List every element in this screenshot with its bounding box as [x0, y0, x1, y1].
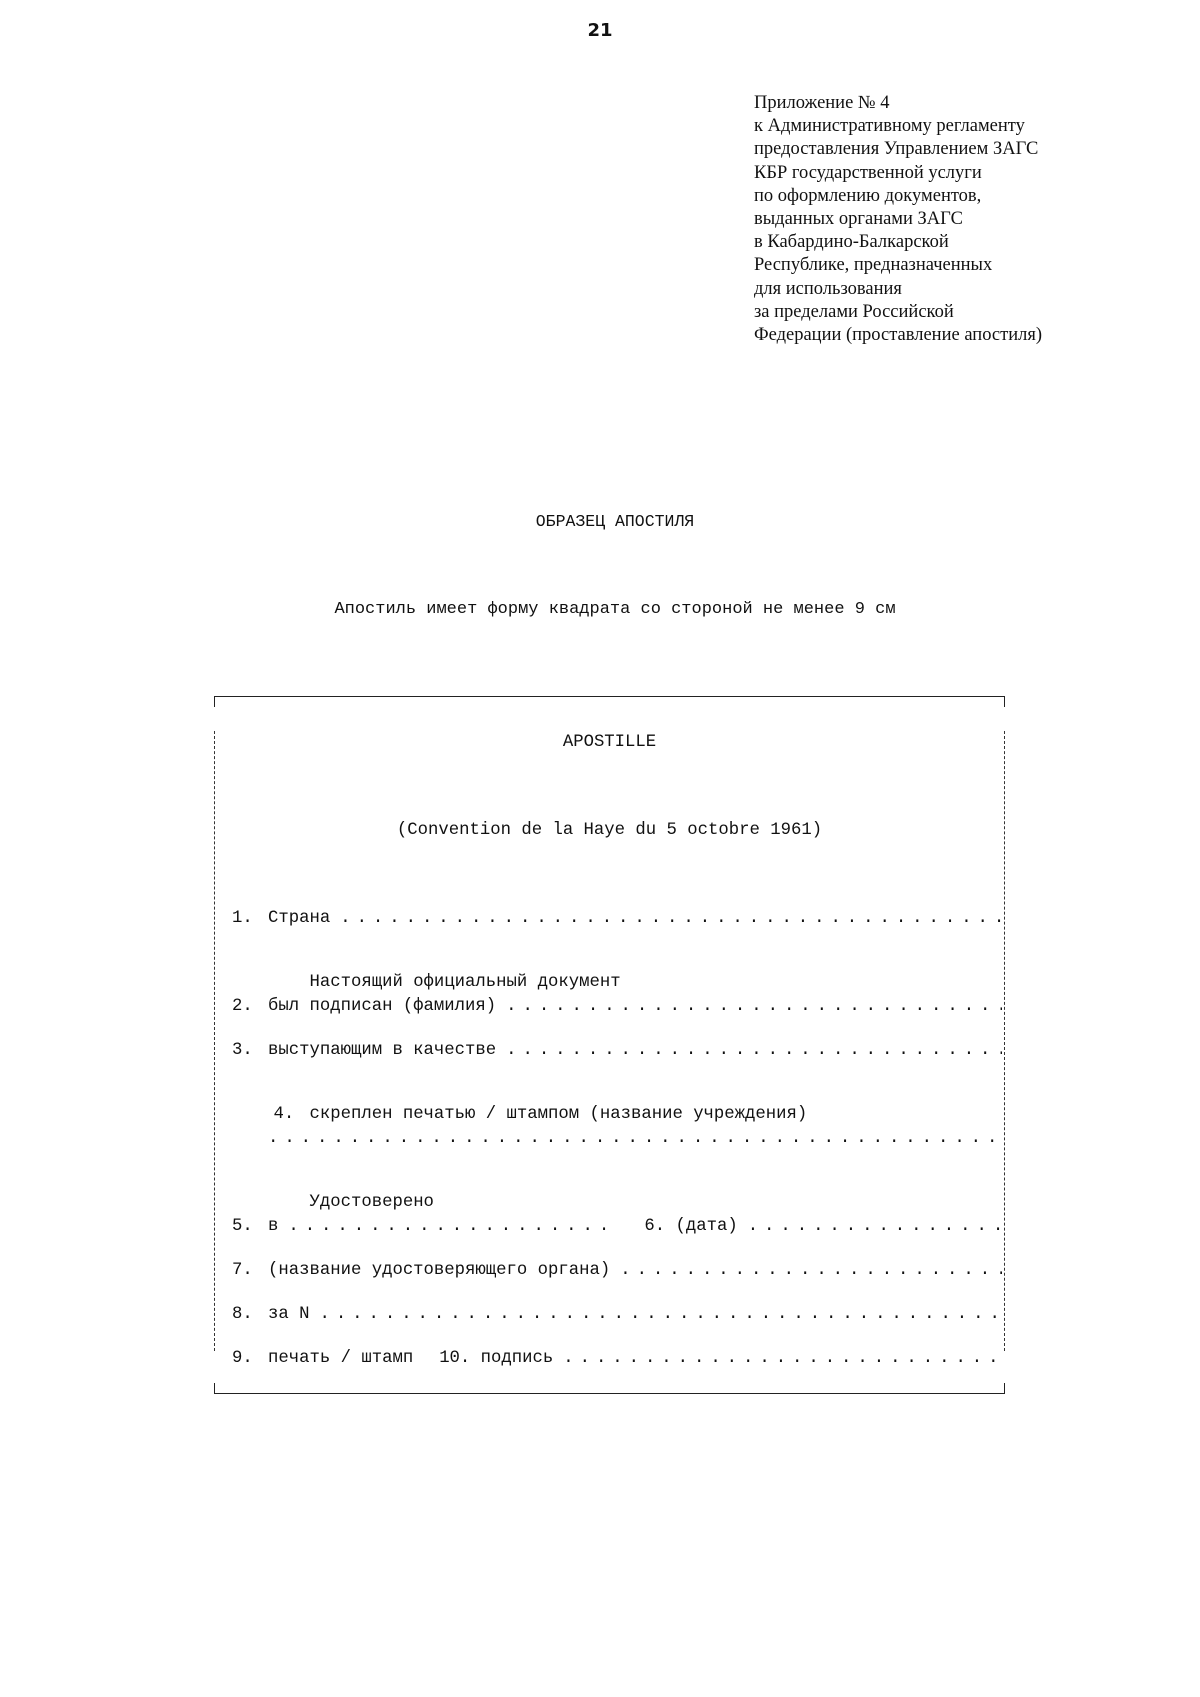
certified-text: Удостоверено	[309, 1193, 434, 1212]
appendix-line: в Кабардино-Балкарской	[754, 232, 949, 253]
frame-corner	[214, 697, 215, 707]
field-country	[232, 909, 1002, 929]
appendix-line: КБР государственной услуги	[754, 162, 982, 183]
field-number: 1.	[232, 909, 253, 928]
appendix-line: выданных органами ЗАГС	[754, 209, 963, 230]
appendix-line: по оформлению документов,	[754, 185, 982, 206]
dotted-fill	[506, 1041, 1002, 1061]
field-number: 8.	[232, 1305, 253, 1324]
field-signed-by	[232, 997, 1002, 1017]
field-number: 4.	[273, 1105, 295, 1124]
dotted-fill	[288, 1217, 618, 1237]
page-number: 21	[587, 20, 613, 41]
field-label: 6. (дата)	[644, 1217, 738, 1236]
appendix-line: для использования	[754, 278, 902, 299]
frame-corner	[214, 1383, 215, 1393]
appendix-line: Республике, предназначенных	[754, 255, 993, 276]
field-stamp-signature	[232, 1349, 1002, 1369]
appendix-line: за пределами Российской	[754, 301, 954, 322]
convention-line: (Convention de la Haye du 5 octobre 1961)	[396, 821, 823, 840]
sample-title: ОБРАЗЕЦ АПОСТИЛЯ	[535, 512, 695, 531]
field-label: за N	[268, 1305, 310, 1324]
field-number: 7.	[232, 1261, 253, 1280]
field-label: был подписан (фамилия)	[268, 997, 497, 1016]
dotted-fill	[268, 1129, 1002, 1149]
appendix-line: предоставления Управлением ЗАГС	[754, 139, 1039, 160]
field-label: выступающим в качестве	[268, 1041, 497, 1060]
dotted-fill	[620, 1261, 1002, 1281]
field-label: (название удостоверяющего органа)	[268, 1261, 611, 1280]
dotted-fill	[319, 1305, 1002, 1325]
field-label: 10. подпись	[439, 1349, 554, 1368]
field-number: 9.	[232, 1349, 253, 1368]
field-acting-as	[232, 1041, 1002, 1061]
apostille-heading: APOSTILLE	[562, 733, 657, 752]
appendix-line: к Административному регламенту	[754, 116, 1025, 137]
field-authority	[232, 1261, 1002, 1281]
field-label: в	[268, 1217, 279, 1236]
appendix-line: Федерации (проставление апостиля)	[754, 325, 1042, 346]
frame-corner	[1004, 697, 1005, 707]
dotted-fill	[563, 1349, 1002, 1369]
field-seal-continued	[232, 1129, 1002, 1149]
intro-text: Настоящий официальный документ	[309, 973, 621, 992]
apostille-frame	[214, 696, 1005, 1394]
dotted-fill	[340, 909, 1002, 929]
field-label: печать / штамп	[268, 1349, 414, 1368]
field-number: 2.	[232, 997, 253, 1016]
field-number-n	[232, 1305, 1002, 1325]
field-number: 3.	[232, 1041, 253, 1060]
frame-corner	[1004, 1383, 1005, 1393]
field-label: Страна	[268, 909, 331, 928]
field-place-date	[232, 1217, 1002, 1237]
shape-note: Апостиль имеет форму квадрата со стороной не менее 9 см	[334, 600, 896, 619]
field-label: скреплен печатью / штампом (название учреждения)	[309, 1105, 808, 1124]
dotted-fill	[506, 997, 1002, 1017]
dotted-fill	[748, 1217, 1002, 1237]
appendix-note	[754, 92, 1174, 347]
field-number: 5.	[232, 1217, 253, 1236]
appendix-line: Приложение № 4	[754, 93, 890, 113]
